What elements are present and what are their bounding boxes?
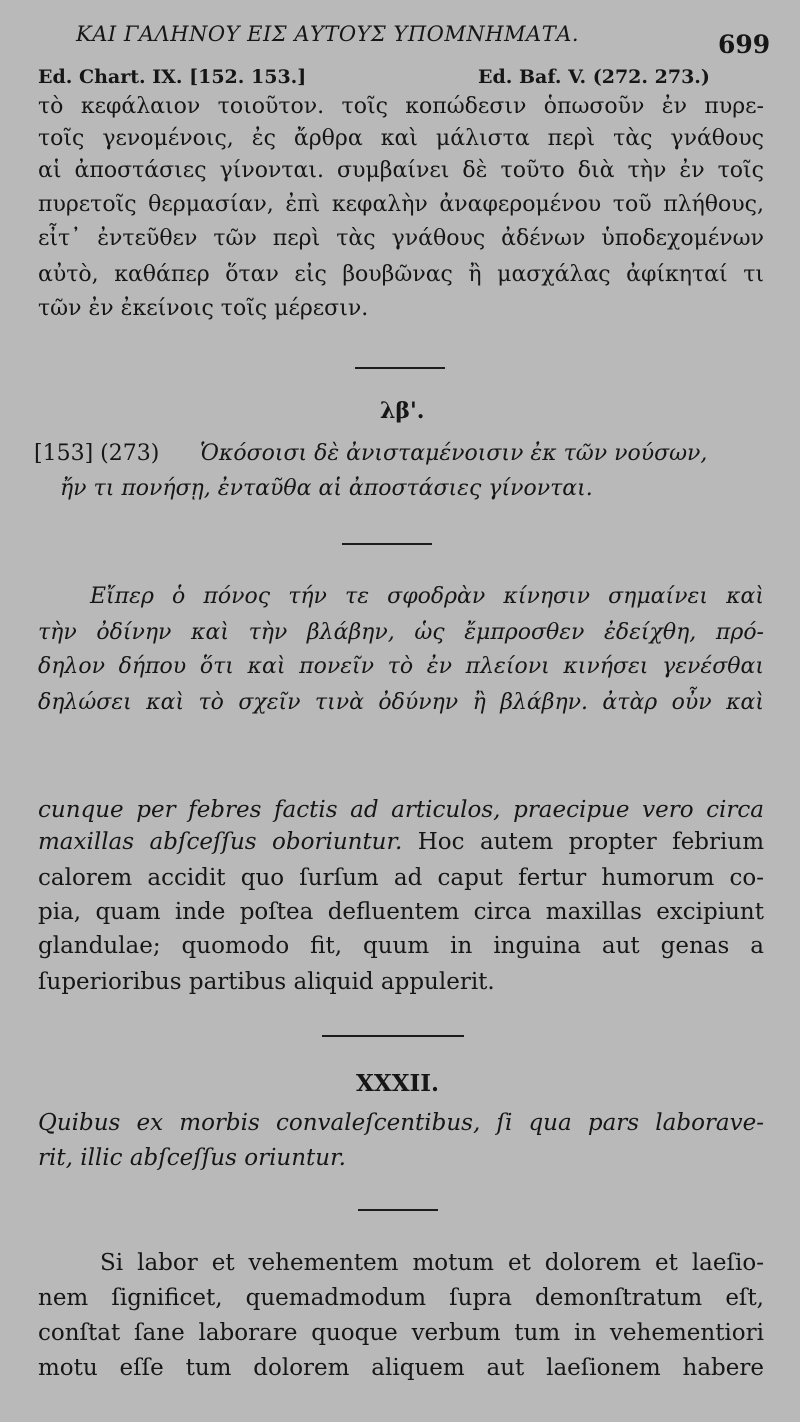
greek-aphorism-line-1: Ὁκόσοισι δὲ ἀνισταμένοισιν ἐκ τῶν νούσων, (200, 441, 708, 466)
text-line: δηλώσει καὶ τὸ σχεῖν τινὰ ὀδύνην ἢ βλάβην. ἀτὰρ οὖν καὶ (38, 690, 764, 715)
section-divider (342, 543, 432, 545)
greek-aphorism-line-2: ἤν τι πονήσῃ, ἐνταῦθα αἱ ἀποστάσιες γίνονται. (60, 476, 593, 501)
text-line: Εἴπερ ὁ πόνος τήν τε σφοδρὰν κίνησιν σημαίνει καὶ (90, 584, 764, 609)
text-line: τὴν ὀδίνην καὶ τὴν βλάβην, ὡς ἔμπροσθεν ἐδείχθη, πρό- (38, 620, 764, 645)
italic-segment: maxillas abſceſſus oboriuntur. (38, 829, 403, 855)
aphorism-references: [153] (273) (34, 441, 160, 466)
greek-section-number: λβ'. (380, 398, 425, 424)
latin-aphorism-line-1: Quibus ex morbis convaleſcentibus, ſi qua pars laborave- (38, 1110, 764, 1136)
running-header-title: ΚΑΙ ΓΑΛΗΝΟΥ ΕΙΣ ΑΥΤΟΥΣ ΥΠΟΜΝΗΜΑΤΑ. (76, 22, 580, 46)
text-line: εἶτ᾽ ἐντεῦθεν τῶν περὶ τὰς γνάθους ἀδένων ὑποδεχομένων (38, 226, 764, 251)
text-line: cunque per febres factis ad articulos, praecipue vero circa (38, 797, 764, 823)
text-line: nem ſignificet, quemadmodum ſupra demonſtratum eſt, (38, 1285, 764, 1311)
latin-section-number: XXXII. (356, 1070, 440, 1097)
edition-reference-left: Ed. Chart. IX. [152. 153.] (38, 66, 307, 88)
page-number: 699 (718, 30, 771, 59)
text-line: glandulae; quomodo fit, quum in inguina aut genas a (38, 933, 764, 959)
text-line: τοῖς γενομένοις, ἐς ἄρθρα καὶ μάλιστα περὶ τὰς γνάθους (38, 126, 764, 151)
text-line: τὸ κεφάλαιον τοιοῦτον. τοῖς κοπώδεσιν ὁπωσοῦν ἐν πυρε- (38, 94, 764, 119)
text-line: pia, quam inde poſtea defluentem circa maxillas excipiunt (38, 899, 764, 925)
roman-segment: Hoc autem propter febrium (417, 829, 764, 855)
text-line: ſuperioribus partibus aliquid appulerit. (38, 969, 495, 995)
section-divider (322, 1035, 464, 1037)
text-line: motu eſſe tum dolorem aliquem aut laeſionem habere (38, 1355, 764, 1381)
text-line: calorem accidit quo ſurſum ad caput fertur humorum co- (38, 865, 764, 891)
text-line: τῶν ἐν ἐκείνοις τοῖς μέρεσιν. (38, 296, 369, 321)
text-line: Si labor et vehementem motum et dolorem et laeſio- (100, 1250, 764, 1276)
text-line: αἱ ἀποστάσιες γίνονται. συμβαίνει δὲ τοῦτο διὰ τὴν ἐν τοῖς (38, 158, 764, 183)
section-divider (355, 367, 445, 369)
text-line: δηλον δήπου ὅτι καὶ πονεῖν τὸ ἐν πλείονι κινήσει γενέσθαι (38, 654, 764, 679)
section-divider (358, 1209, 438, 1211)
latin-aphorism-line-2: rit, illic abſceſſus oriuntur. (38, 1145, 346, 1171)
text-line: πυρετοῖς θερμασίαν, ἐπὶ κεφαλὴν ἀναφερομένου τοῦ πλήθους, (38, 192, 764, 217)
text-line: conſtat ſane laborare quoque verbum tum in vehementiori (38, 1320, 764, 1346)
text-line-mixed (38, 829, 764, 855)
edition-reference-right: Ed. Baf. V. (272. 273.) (478, 66, 710, 88)
text-line: αὐτὸ, καθάπερ ὅταν εἰς βουβῶνας ἢ μασχάλας ἀφίκηταί τι (38, 262, 764, 287)
